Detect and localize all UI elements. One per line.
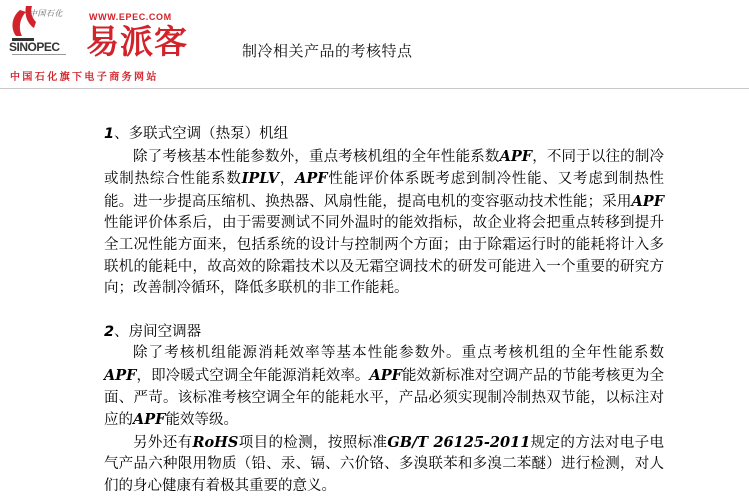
brand-tagline: 中国石化旗下电子商务网站 <box>10 72 159 83</box>
section-paragraph <box>104 343 664 431</box>
term-rohs: RoHS <box>192 433 239 451</box>
text-run: 性能评价体系既考虑到制冷性能、又考虑到制热性能。进一步提高压缩机、换热器、风扇性能，提高电机的变容驱动技术性能；采用 <box>104 171 665 210</box>
text-run: ， <box>279 171 296 188</box>
text-run: 能效等级。 <box>165 412 238 429</box>
text-run: 项目的检测，按照标准 <box>238 434 388 451</box>
term-apf: APF <box>369 366 402 384</box>
text-run: 性能评价体系后，由于需要测试不同外温时的能效指标，故企业将会把重点转移到提升全工况性能方面来，包括系统的设计与控制两个方面；由于除霜运行时的能耗将计入多联机的能耗中，故高效的除霜技术以及无霜空调技术的研发可能进入一个重要的研究方向；改善制冷循环，降低多联机的非工作能耗。 <box>104 215 664 297</box>
term-apf: APF <box>295 170 328 188</box>
logo-brand-text: SINOPEC <box>9 40 60 54</box>
section-heading-text: 、多联式空调（热泵）机组 <box>114 126 289 142</box>
section-heading-text: 、房间空调器 <box>114 323 202 340</box>
text-run: 能效新标准对空调产品的节能考核更为全面、严苛。该标准考核空调全年的能耗水平，产品必须实现制冷制热双节能，以标注对应的 <box>104 367 664 429</box>
section-heading-1 <box>104 124 664 146</box>
text-run: 规定的方法对电子电气产品六种限用物质（铅、汞、镉、六价铬、多溴联苯和多溴二苯醚）进行检测，对人们的身心健康有着极其重要的意义。 <box>104 434 665 494</box>
term-apf: APF <box>631 192 664 210</box>
header-divider <box>0 88 749 89</box>
text-run: 除了考核机组能源消耗效率等基本性能参数外。重点考核机组的全年性能系数 <box>133 345 664 362</box>
logo-small-text: 中国石化 <box>29 9 63 18</box>
section-paragraph <box>104 432 664 498</box>
brand-name[interactable]: 易派客 <box>86 22 188 61</box>
content-body <box>104 124 664 498</box>
section-number: 1 <box>104 126 115 142</box>
spacer <box>104 300 664 322</box>
section-heading-2 <box>104 322 664 344</box>
term-apf: APF <box>499 147 533 165</box>
site-url[interactable]: WWW.EPEC.COM <box>89 12 172 22</box>
section-paragraph <box>104 146 664 300</box>
text-run: 除了考核基本性能参数外，重点考核机组的全年性能系数 <box>133 148 500 165</box>
term-apf: APF <box>104 366 137 384</box>
text-run: ，即冷暖式空调全年能源消耗效率。 <box>136 367 370 384</box>
text-run: ，不同于以往的制冷或制热综合性能系数 <box>104 148 664 188</box>
section-number: 2 <box>104 323 115 340</box>
term-apf: APF <box>133 411 166 429</box>
page-title: 制冷相关产品的考核特点 <box>242 42 413 60</box>
text-run: 另外还有 <box>133 434 193 451</box>
term-standard: GB/T 26125-2011 <box>387 433 531 451</box>
term-iplv: IPLV <box>241 170 280 188</box>
